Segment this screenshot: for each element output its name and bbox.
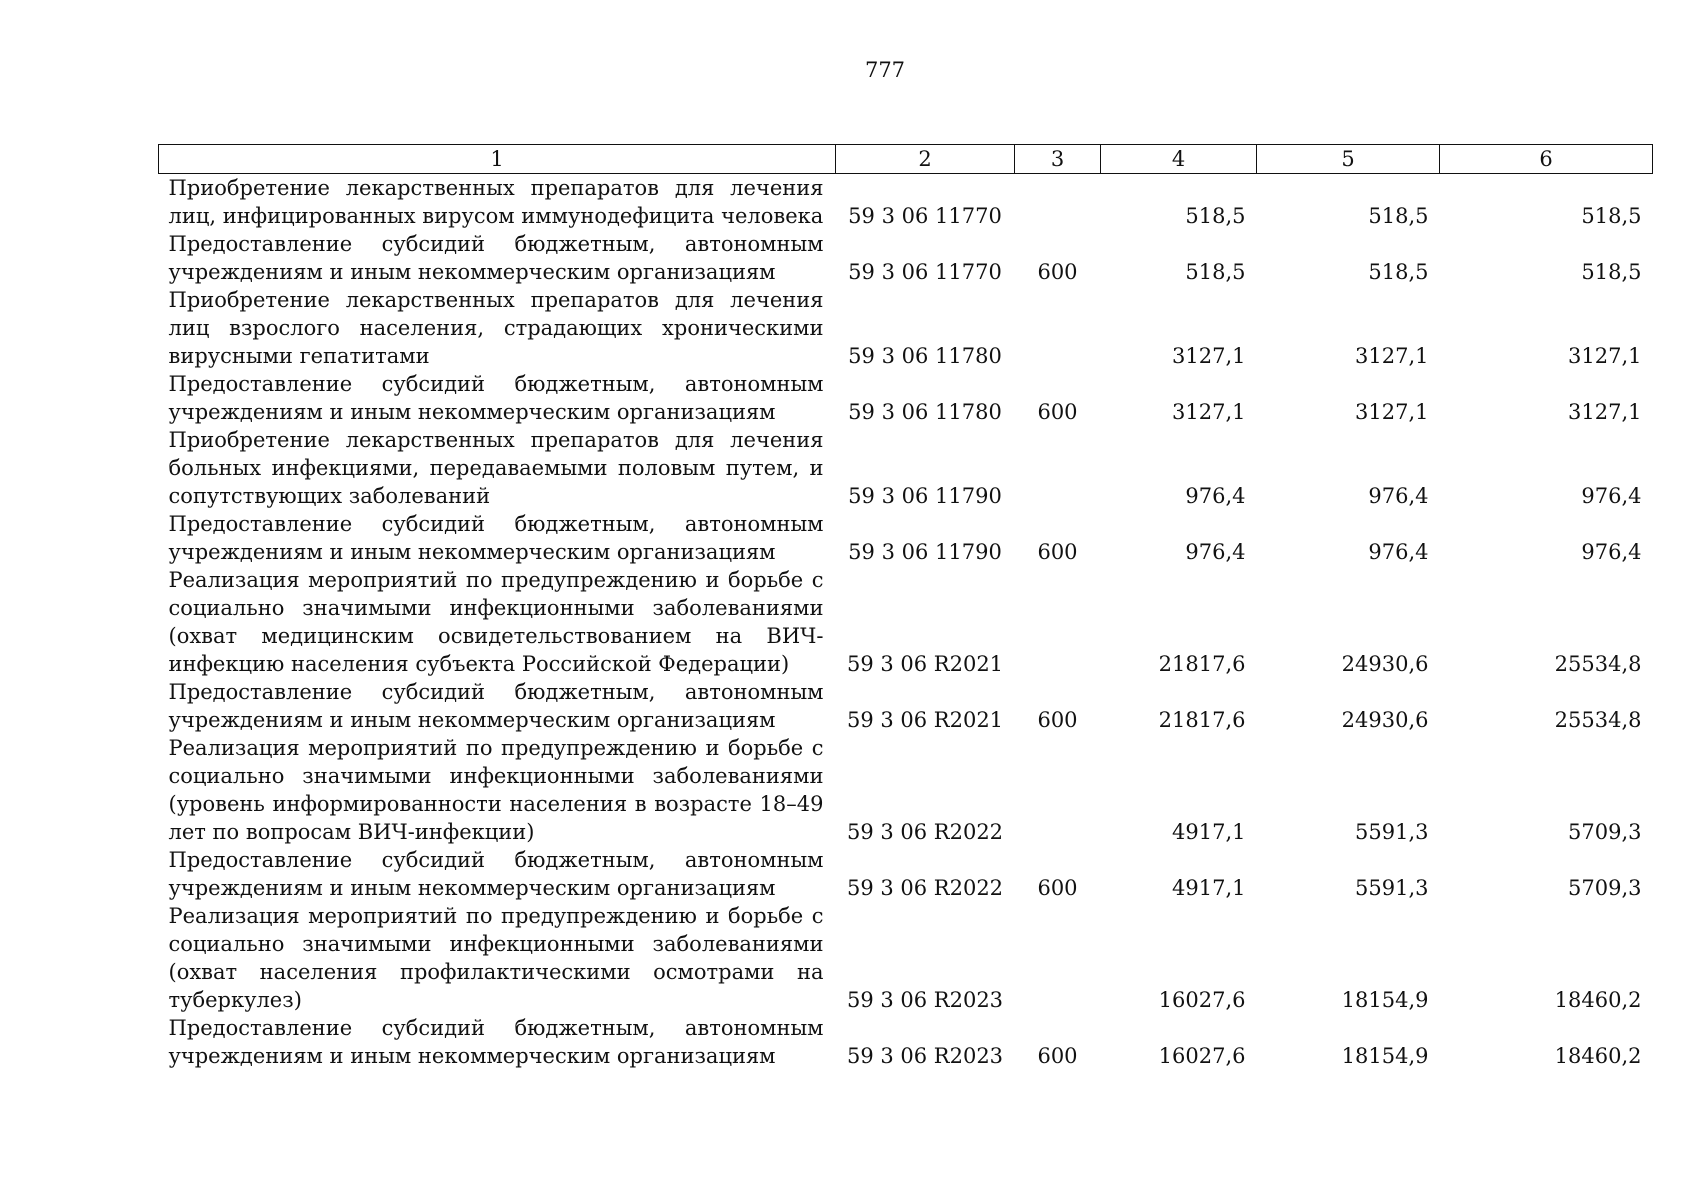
row-value-col6: 3127,1 <box>1568 400 1642 424</box>
page-number: 777 <box>864 58 906 82</box>
row-name: Реализация мероприятий по предупреждению и борьбе с социально значимыми инфекционными заболеваниями (охват населения профилактическими осмотрами на туберкулез) <box>168 904 824 1012</box>
row-name: Реализация мероприятий по предупреждению и борьбе с социально значимыми инфекционными заболеваниями (охват медицинским освидетельствованием на ВИЧ-инфекцию населения субъекта Российской Федерации) <box>168 568 824 676</box>
row-value-col6: 976,4 <box>1581 540 1642 564</box>
row-value-col5: 5591,3 <box>1355 876 1429 900</box>
row-name: Предоставление субсидий бюджетным, автономным учреждениям и иным некоммерческим организациям <box>168 232 824 284</box>
row-name: Предоставление субсидий бюджетным, автономным учреждениям и иным некоммерческим организациям <box>168 372 824 424</box>
row-expense-type <box>1015 566 1101 678</box>
table-row <box>159 370 1653 426</box>
row-value-col4: 21817,6 <box>1158 708 1246 732</box>
table-row <box>159 734 1653 846</box>
row-value-col5: 5591,3 <box>1355 820 1429 844</box>
row-expense-type <box>1015 286 1101 370</box>
row-name: Приобретение лекарственных препаратов для лечения лиц, инфицированных вирусом иммунодефицита человека <box>168 176 824 228</box>
row-value-col4: 976,4 <box>1185 540 1246 564</box>
row-expense-type: 600 <box>1037 400 1078 424</box>
row-value-col4: 21817,6 <box>1158 652 1246 676</box>
table-row <box>159 174 1653 231</box>
row-value-col5: 518,5 <box>1368 204 1429 228</box>
row-value-col6: 25534,8 <box>1554 652 1642 676</box>
row-value-col5: 24930,6 <box>1341 708 1429 732</box>
row-value-col4: 4917,1 <box>1172 876 1246 900</box>
row-target-code: 59 3 06 11790 <box>848 540 1002 564</box>
row-value-col4: 3127,1 <box>1172 400 1246 424</box>
row-value-col6: 18460,2 <box>1554 988 1642 1012</box>
row-target-code: 59 3 06 11780 <box>848 400 1002 424</box>
row-value-col6: 5709,3 <box>1568 820 1642 844</box>
row-expense-type: 600 <box>1037 260 1078 284</box>
table-row <box>159 426 1653 510</box>
row-value-col6: 976,4 <box>1581 484 1642 508</box>
row-target-code: 59 3 06 R2021 <box>846 708 1004 732</box>
row-value-col5: 976,4 <box>1368 484 1429 508</box>
row-name: Предоставление субсидий бюджетным, автономным учреждениям и иным некоммерческим организациям <box>168 1016 824 1068</box>
row-expense-type: 600 <box>1037 540 1078 564</box>
table-row <box>159 566 1653 678</box>
column-header-4: 4 <box>1101 145 1257 174</box>
column-header-1: 1 <box>159 145 836 174</box>
row-target-code: 59 3 06 11770 <box>848 260 1002 284</box>
table-row <box>159 678 1653 734</box>
row-name: Приобретение лекарственных препаратов для лечения больных инфекциями, передаваемыми половым путем, и сопутствующих заболеваний <box>168 428 824 508</box>
row-name: Предоставление субсидий бюджетным, автономным учреждениям и иным некоммерческим организациям <box>168 512 824 564</box>
row-target-code: 59 3 06 11770 <box>848 204 1002 228</box>
row-name: Предоставление субсидий бюджетным, автономным учреждениям и иным некоммерческим организациям <box>168 680 824 732</box>
table-body <box>159 174 1653 1071</box>
column-header-5: 5 <box>1257 145 1440 174</box>
column-header-6: 6 <box>1440 145 1653 174</box>
row-value-col5: 3127,1 <box>1355 400 1429 424</box>
row-value-col5: 976,4 <box>1368 540 1429 564</box>
row-name: Реализация мероприятий по предупреждению и борьбе с социально значимыми инфекционными заболеваниями (уровень информированности населения в возрасте 18–49 лет по вопросам ВИЧ-инфекции) <box>168 736 824 844</box>
row-value-col4: 518,5 <box>1185 260 1246 284</box>
table-row <box>159 230 1653 286</box>
row-value-col6: 518,5 <box>1581 204 1642 228</box>
row-expense-type <box>1015 426 1101 510</box>
table-header <box>159 145 1653 174</box>
row-target-code: 59 3 06 R2022 <box>846 820 1004 844</box>
row-value-col5: 24930,6 <box>1341 652 1429 676</box>
row-value-col6: 5709,3 <box>1568 876 1642 900</box>
row-value-col6: 18460,2 <box>1554 1044 1642 1068</box>
budget-table <box>158 144 1653 1070</box>
row-expense-type: 600 <box>1037 1044 1078 1068</box>
row-value-col5: 18154,9 <box>1341 1044 1429 1068</box>
row-value-col4: 4917,1 <box>1172 820 1246 844</box>
row-value-col4: 518,5 <box>1185 204 1246 228</box>
table-row <box>159 846 1653 902</box>
row-target-code: 59 3 06 11780 <box>848 344 1002 368</box>
table-row <box>159 510 1653 566</box>
row-expense-type <box>1015 902 1101 1014</box>
row-expense-type: 600 <box>1037 708 1078 732</box>
row-value-col6: 518,5 <box>1581 260 1642 284</box>
row-expense-type <box>1015 174 1101 231</box>
row-target-code: 59 3 06 11790 <box>848 484 1002 508</box>
column-header-2: 2 <box>836 145 1015 174</box>
row-name: Предоставление субсидий бюджетным, автономным учреждениям и иным некоммерческим организациям <box>168 848 824 900</box>
row-expense-type <box>1015 734 1101 846</box>
row-target-code: 59 3 06 R2022 <box>846 876 1004 900</box>
row-value-col6: 3127,1 <box>1568 344 1642 368</box>
table-row <box>159 1014 1653 1070</box>
row-value-col4: 16027,6 <box>1158 1044 1246 1068</box>
row-value-col5: 18154,9 <box>1341 988 1429 1012</box>
table-row <box>159 902 1653 1014</box>
row-value-col4: 3127,1 <box>1172 344 1246 368</box>
header-row <box>159 145 1653 174</box>
table-row <box>159 286 1653 370</box>
row-expense-type: 600 <box>1037 876 1078 900</box>
row-target-code: 59 3 06 R2021 <box>846 652 1004 676</box>
row-name: Приобретение лекарственных препаратов для лечения лиц взрослого населения, страдающих хроническими вирусными гепатитами <box>168 288 824 368</box>
row-target-code: 59 3 06 R2023 <box>846 1044 1004 1068</box>
row-value-col4: 16027,6 <box>1158 988 1246 1012</box>
row-value-col5: 518,5 <box>1368 260 1429 284</box>
row-target-code: 59 3 06 R2023 <box>846 988 1004 1012</box>
row-value-col4: 976,4 <box>1185 484 1246 508</box>
column-header-3: 3 <box>1015 145 1101 174</box>
row-value-col6: 25534,8 <box>1554 708 1642 732</box>
row-value-col5: 3127,1 <box>1355 344 1429 368</box>
